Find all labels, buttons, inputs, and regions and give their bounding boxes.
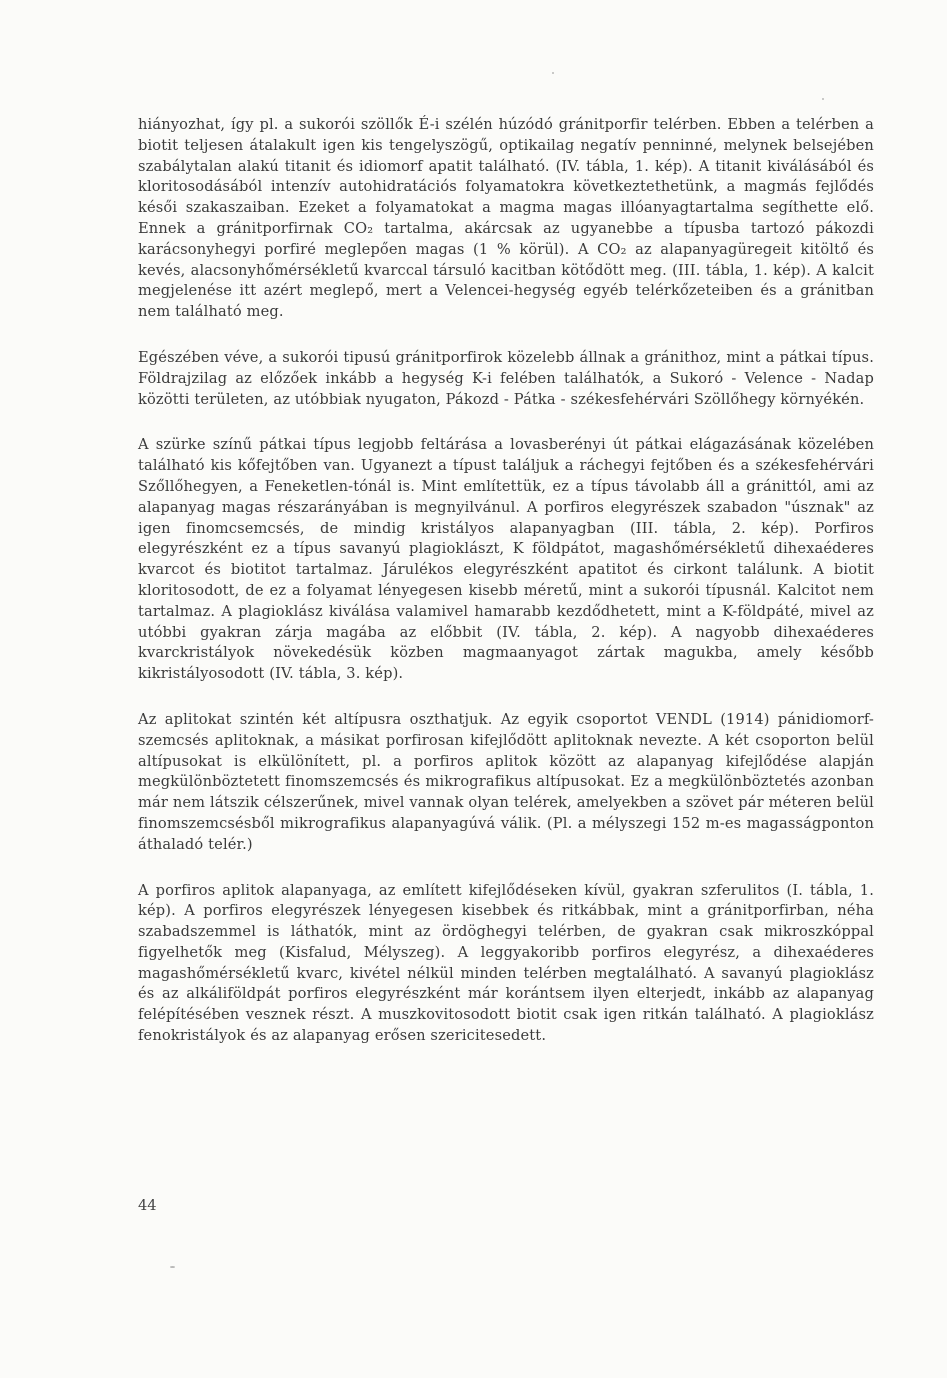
- paragraph-2: Egészében véve, a sukorói tipusú gránitporfirok közelebb állnak a gránithoz, mint a pátkai típus. Földrajzilag az előzőek inkább a hegység K-i felében találhatók, a Sukoró - Velence - Nadap közötti területen, az utóbbiak nyugaton, Pákozd - Pátka - székesfehérvári Szöllőhegy környékén.: [138, 348, 874, 408]
- body-text: [138, 115, 874, 1072]
- paragraph-3: A szürke színű pátkai típus legjobb feltárása a lovasberényi út pátkai elágazásának közelében található kis kőfejtőben van. Ugyanezt a típust találjuk a ráchegyi fejtőben és a székesfehérvári Szőllőhegyen, a Feneketlen-tónál is. Mint említettük, ez a típus távolabb áll a gránittól, ami az alapanyag magas részarányában is megnyilvánul. A porfiros elegyrészek szabadon "úsznak" az igen finomcsemcsés, de mindig kristályos alapanyagban (III. tábla, 2. kép). Porfiros elegyrészként ez a típus savanyú plagioklászt, K földpátot, magashőmérsékletű dihexaéderes kvarcot és biotitot tartalmaz. Járulékos elegyrészként apatitot és cirkont találunk. A biotit kloritosodott, de ez a folyamat lényegesen kisebb méretű, mint a sukorói típusnál. Kalcitot nem tartalmaz. A plagioklász kiválása valamivel hamarabb kezdődhetett, mint a K-földpáté, mivel az utóbbi gyakran zárja magába az előbbit (IV. tábla, 2. kép). A nagyobb dihexaéderes kvarckristályok növekedésük közben magmaanyagot zártak magukba, amely később kikristályosodott (IV. tábla, 3. kép).: [138, 436, 874, 683]
- scan-speck: [552, 72, 554, 74]
- paragraph-1: hiányozhat, így pl. a sukorói szöllők É-i szélén húzódó gránitporfir telérben. Ebben a telérben a biotit teljesen átalakult igen kis tengelyszögű, optikailag negatív penninné, melynek belsejében szabálytalan alakú titanit és idiomorf apatit található. (IV. tábla, 1. kép). A titanit kiválásából és kloritosodásából intenzív autohidratációs folyamatokra következtethetünk, a magmás fejlődés késői szakaszaiban. Ezeket a folyamatokat a magma magas illóanyagtartalma segíthette elő. Ennek a gránitporfirnak CO₂ tartalma, akárcsak az ugyanebbe a típusba tartozó pákozdi karácsonyhegyi porfiré meglepően magas (1 % körül). A CO₂ az alapanyagüregeit kitöltő és kevés, alacsonyhőmérsékletű kvarccal társuló kacitban kötődött meg. (III. tábla, 1. kép). A kalcit megjelenése itt azért meglepő, mert a Velencei-hegység egyéb telérkőzeteiben és a gránitban nem található meg.: [138, 116, 874, 321]
- page-number: 44: [138, 1197, 157, 1214]
- scan-speck: [822, 98, 824, 100]
- scan-speck: [170, 1266, 175, 1268]
- paragraph-4: Az aplitokat szintén két altípusra oszthatjuk. Az egyik csoportot VENDL (1914) pánidiomorf-szemcsés aplitoknak, a másikat porfirosan kifejlődött aplitoknak nevezte. A két csoporton belül altípusokat is elkülönített, pl. a porfiros aplitok között az alapanyag kifejlődése alapján megkülönböztetett finomszemcsés és mikrografikus altípusokat. Ez a megkülönböztetés azonban már nem látszik célszerűnek, mivel vannak olyan telérek, amelyekben a szövet pár méteren belül finomszemcsésből mikrografikus alapanyagúvá válik. (Pl. a mélyszegi 152 m-es magasságponton áthaladó telér.): [138, 710, 874, 853]
- paragraph-5: A porfiros aplitok alapanyaga, az említett kifejlődéseken kívül, gyakran szferulitos (I. tábla, 1. kép). A porfiros elegyrészek lényegesen kisebbek és ritkábbak, mint a gránitporfirban, néha szabadszemmel is láthatók, mint az ördöghegyi telérben, de gyakran csak mikroszkóppal figyelhetők meg (Kisfalud, Mélyszeg). A leggyakoribb porfiros elegyrész, a dihexaéderes magashőmérsékletű kvarc, kivétel nélkül minden telérben megtalálható. A savanyú plagioklász és az alkáliföldpát porfiros elegyrészként már korántsem ilyen elterjedt, inkább az alapanyag felépítésében vesznek részt. A muszkovitosodott biotit csak igen ritkán található. A plagioklász fenokristályok és az alapanyag erősen szericitesedett.: [138, 881, 874, 1045]
